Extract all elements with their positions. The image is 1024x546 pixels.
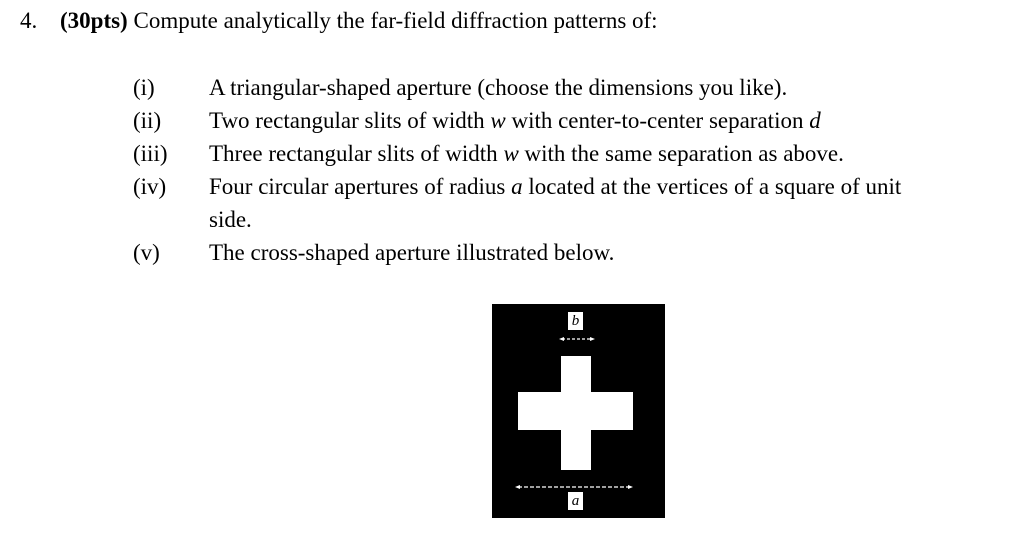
cross-aperture-diagram [492, 304, 665, 518]
dimension-arrow-a [515, 485, 633, 489]
list-item-i [133, 71, 1013, 104]
question-points: (30pts) [60, 8, 128, 33]
cross-aperture-figure [492, 304, 665, 518]
item-numeral: (iv) [133, 174, 167, 199]
item-numeral: (ii) [133, 108, 162, 133]
dimension-label-a: a [568, 492, 583, 510]
dimension-arrow-b [559, 337, 595, 341]
item-numeral: (i) [133, 75, 155, 100]
dimension-label-b: b [568, 312, 583, 330]
list-item-iv [133, 170, 1013, 236]
item-list [133, 71, 1013, 269]
math-variable-w: w [503, 141, 519, 166]
list-item-ii [133, 104, 1013, 137]
question-prompt: Compute analytically the far-field diffraction patterns of: [133, 8, 658, 33]
item-numeral: (iii) [133, 141, 168, 166]
list-item-iii [133, 137, 1013, 170]
question-heading [20, 5, 658, 37]
item-numeral: (v) [133, 240, 160, 265]
list-item-v [133, 236, 1013, 269]
cross-shape [518, 356, 633, 470]
math-variable-d: d [809, 108, 821, 133]
item-text: The cross-shaped aperture illustrated below. [209, 240, 615, 265]
item-text: A triangular-shaped aperture (choose the dimensions you like). [209, 75, 788, 100]
item-text: Two rectangular slits of width w with center-to-center separation d [209, 108, 821, 133]
math-variable-a: a [511, 174, 523, 199]
item-text: Four circular apertures of radius a located at the vertices of a square of unit side. [209, 174, 902, 232]
math-variable-w: w [490, 108, 506, 133]
item-text: Three rectangular slits of width w with the same separation as above. [209, 141, 844, 166]
question-number: 4. [20, 8, 38, 33]
